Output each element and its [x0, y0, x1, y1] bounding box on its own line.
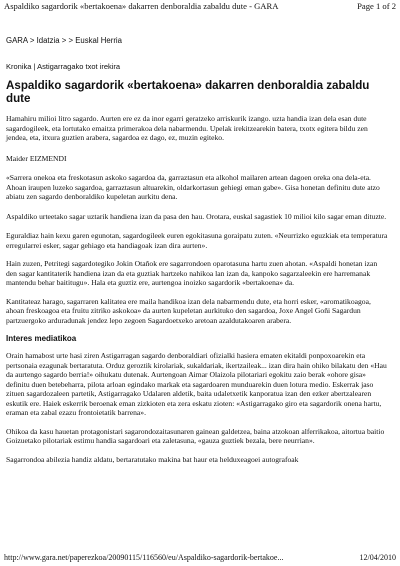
breadcrumb-euskal-herria[interactable]: Euskal Herria: [75, 36, 122, 45]
article-paragraph: Hain zuzen, Petritegi sagardotegiko Jokin Otañok ere sagarrondoen oparotasuna hartu zuen ahotan. «Aspaldi honetan izan den sagar kantitaterik handiena izan da eta guztiak hartzeko nahikoa lan izan da, kanpoko sagarzaleekin ere harremanak mantendu behar baititugu». Hala eta guztiz ere, aurtengoa inoizko sagardorik «bertakoena» da.: [6, 259, 378, 287]
article-paragraph: Ohikoa da kasu hauetan protagonistari sagarondozaitasunaren gainean galdetzea, baina atzokoan alferrikakoa, aitortua baitio Goizuetako pilotariak estimu handia sagardoari eta zaletasuna, «gauza guztiek bezala, bere neurrian».: [6, 426, 385, 445]
article-paragraph: Eguraldiaz hain kexu garen egunotan, sagardogileek euren egokitasuna goraipatu zuten. «Neurrizko eguzkiak eta temperatura erregularrei esker, sagar gehiago eta handiagoak izan dira aurten».: [6, 231, 388, 250]
article-author: Maider EIZMENDI: [6, 153, 67, 163]
print-footer-date: 12/04/2010: [359, 553, 396, 562]
breadcrumb-separator: >: [29, 36, 35, 45]
print-header: [4, 1, 396, 11]
breadcrumb-gara[interactable]: GARA: [6, 36, 28, 45]
print-header-page: Page 1 of 2: [357, 1, 396, 11]
breadcrumb: [6, 36, 388, 46]
breadcrumb-separator: >: [61, 36, 67, 45]
print-footer-url: http://www.gara.net/paperezkoa/20090115/116560/eu/Aspaldiko-sagardorik-bertakoe...: [4, 553, 284, 562]
article-paragraph: Orain hamabost urte hasi ziren Astigarragan sagardo denboraldiari ofizialki hasiera ematen ekitaldi ponpoxoarekin eta pertsonaia ezagunak bertaratuta. Orduz geroztik kirolariak, sukaldariak, ikertzaileak... izan dira hain ohiko bilakatu den «Hau da aurtengo sagardo berria!» oihukatu dutenak. Aurtengoan Aimar Olaizola pilotariari egokitu zaio berak «ohore gisa» definitu duen betebeharra, pilota arloan egindako markak eta sagardoaren munduarekin duen lotura medio. Eskerrak jaso zituen sagardozaleen partetik, Astigarragako Udalaren aldetik, baita udaletxetik kanporatua izan den ezker abertzalearen eskutik ere. Haiek eskerrik beroenak eman zizkioten eta zera eskatu zioten: «Astigarragako giro eta sagardorik onena hartu, eraman eta zabal ezazu frontoietatik barrena».: [6, 351, 387, 417]
print-footer: [4, 553, 396, 562]
section-heading: Interes mediatikoa: [6, 334, 77, 343]
breadcrumb-separator: >: [68, 36, 74, 45]
article-paragraph: «Sarrera onekoa eta freskotasun askoko sagardoa da, garraztasun eta alkohol mailaren artean dagoen oreka ona dela-eta. Ahoan iraupen luzeko sagardoa, garraztasun altuarekin, oldarkortasun gehiegi eman gabe». Gisa honetan definitu dute atzo abiatu zen sagardo denboraldiko kupeletan aurkitu dena.: [6, 173, 380, 201]
article: [6, 36, 388, 464]
article-paragraph: Sagarrondoa abilezia handiz aldatu, bertaratutako makina bat haur eta helduxeagoei autografoak: [6, 454, 299, 464]
breadcrumb-idatzia[interactable]: Idatzia: [36, 36, 60, 45]
article-lead: Hamahiru milioi litro sagardo. Aurten ere ez da inor egarri geratzeko arriskurik izango. uzta handia izan dela esan dute sagardogileek, eta lortutako emaitza primerakoa dela nabarmendu. Upelak irekitzearekin batera, txotx egitera bildu zen jendea, eta, itxura guztien arabera, sagardoa ez dago, ez, muzin egiteko.: [6, 114, 368, 142]
print-header-title: Aspaldiko sagardorik «bertakoena» dakarren denboraldia zabaldu dute - GARA: [4, 1, 279, 11]
article-paragraph: Aspaldiko urteetako sagar uztarik handiena izan da pasa den hau. Orotara, euskal sagastiek 10 milioi kilo sagar eman dituzte.: [6, 211, 387, 221]
page-title: Aspaldiko sagardorik «bertakoena» dakarren denboraldia zabaldu dute: [6, 79, 370, 105]
article-category: Kronika | Astigarragako txot irekira: [6, 61, 121, 71]
article-paragraph: Kantitateaz harago, sagarraren kalitatea ere maila handikoa izan dela nabarmendu dute, eta horri esker, «aromatikoagoa, ahoan freskoagoa eta fruitu zitriko askokoa» da aurten kupeletan aurkituko den sagardoa, Joxe Angel Goñi Sagardun partzuergoko arduradunak jendez lepo zegoen Sagardoetxeko aretoan azaldutakoaren arabera.: [6, 296, 371, 325]
